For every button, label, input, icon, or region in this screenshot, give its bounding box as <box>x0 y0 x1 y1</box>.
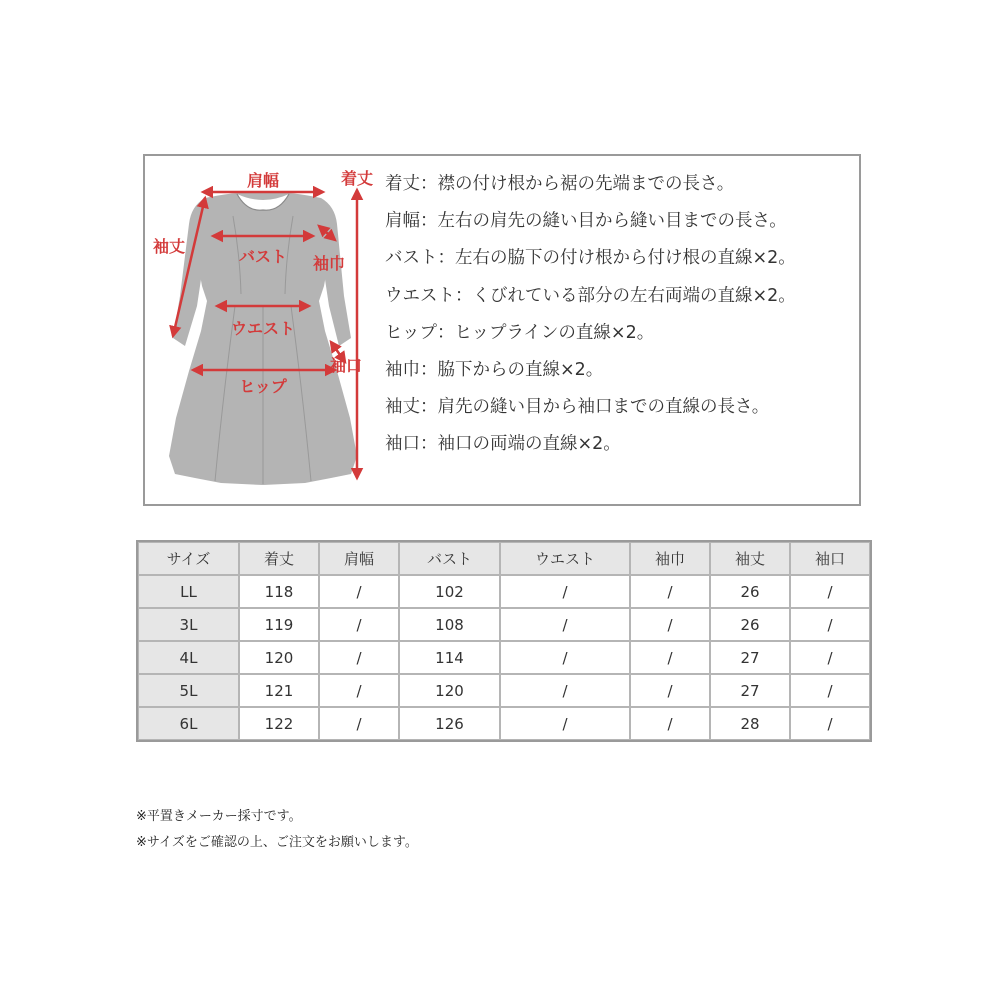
table-cell: / <box>630 641 710 674</box>
header-cuff: 袖口 <box>790 542 870 575</box>
sleeve-length-label: 袖丈 <box>152 237 186 256</box>
table-row <box>138 641 870 674</box>
table-cell: / <box>500 707 630 740</box>
table-cell: 27 <box>710 641 790 674</box>
table-cell: / <box>500 674 630 707</box>
definition-item: バスト：左右の脇下の付け根から付け根の直線×2。 <box>385 248 796 269</box>
table-cell: / <box>500 608 630 641</box>
header-bust: バスト <box>399 542 500 575</box>
size-cell: 5L <box>138 674 239 707</box>
note-line: ※サイズをご確認の上、ご注文をお願いします。 <box>136 835 418 850</box>
definition-item: ヒップ：ヒップラインの直線×2。 <box>385 322 655 343</box>
header-sleeve-length: 袖丈 <box>710 542 790 575</box>
table-cell: 114 <box>399 641 500 674</box>
table-cell: / <box>630 608 710 641</box>
cuff-label: 袖口 <box>329 356 363 375</box>
table-cell: / <box>630 707 710 740</box>
table-cell: 120 <box>399 674 500 707</box>
table-cell: 118 <box>239 575 319 608</box>
hip-label: ヒップ <box>239 377 287 396</box>
size-cell: LL <box>138 575 239 608</box>
table-cell: 120 <box>239 641 319 674</box>
size-cell: 4L <box>138 641 239 674</box>
table-cell: / <box>630 575 710 608</box>
definition-item: ウエスト：くびれている部分の左右両端の直線×2。 <box>385 285 796 306</box>
definition-item: 袖巾：脇下からの直線×2。 <box>385 359 604 380</box>
table-cell: 126 <box>399 707 500 740</box>
notes <box>136 804 418 856</box>
table-row <box>138 707 870 740</box>
table-cell: 108 <box>399 608 500 641</box>
table-cell: / <box>500 575 630 608</box>
table-cell: / <box>319 674 399 707</box>
table-cell: / <box>790 608 870 641</box>
header-sleeve-width: 袖巾 <box>630 542 710 575</box>
table-cell: / <box>630 674 710 707</box>
table-cell: 27 <box>710 674 790 707</box>
length-label: 着丈 <box>340 169 374 188</box>
table-cell: / <box>790 707 870 740</box>
definition-item: 肩幅：左右の肩先の縫い目から縫い目までの長さ。 <box>385 211 787 232</box>
table-cell: 119 <box>239 608 319 641</box>
size-cell: 6L <box>138 707 239 740</box>
shoulder-label: 肩幅 <box>246 171 280 190</box>
table-cell: 28 <box>710 707 790 740</box>
table-row <box>138 674 870 707</box>
table-cell: / <box>790 575 870 608</box>
header-length: 着丈 <box>239 542 319 575</box>
table-cell: 26 <box>710 608 790 641</box>
size-cell: 3L <box>138 608 239 641</box>
table-cell: / <box>319 707 399 740</box>
table-row <box>138 575 870 608</box>
note-line: ※平置きメーカー採寸です。 <box>136 809 302 824</box>
table-cell: 121 <box>239 674 319 707</box>
table-cell: / <box>790 674 870 707</box>
table-header-row <box>138 542 870 575</box>
definitions-list <box>385 166 796 464</box>
definition-item: 袖丈：肩先の縫い目から袖口までの直線の長さ。 <box>385 397 770 418</box>
measurement-guide <box>143 154 861 506</box>
table-cell: / <box>319 641 399 674</box>
definition-item: 着丈：襟の付け根から裾の先端までの長さ。 <box>385 174 735 194</box>
header-waist: ウエスト <box>500 542 630 575</box>
table-cell: 102 <box>399 575 500 608</box>
header-shoulder: 肩幅 <box>319 542 399 575</box>
definition-item: 袖口：袖口の両端の直線×2。 <box>385 434 621 455</box>
header-size: サイズ <box>138 542 239 575</box>
size-table <box>136 540 872 742</box>
dress-diagram <box>145 156 385 506</box>
bust-label: バスト <box>238 247 288 266</box>
table-cell: / <box>500 641 630 674</box>
table-cell: 26 <box>710 575 790 608</box>
table-cell: / <box>319 575 399 608</box>
sleeve-width-label: 袖巾 <box>312 254 346 273</box>
table-cell: 122 <box>239 707 319 740</box>
table-cell: / <box>319 608 399 641</box>
table-row <box>138 608 870 641</box>
table-cell: / <box>790 641 870 674</box>
waist-label: ウエスト <box>230 319 296 338</box>
